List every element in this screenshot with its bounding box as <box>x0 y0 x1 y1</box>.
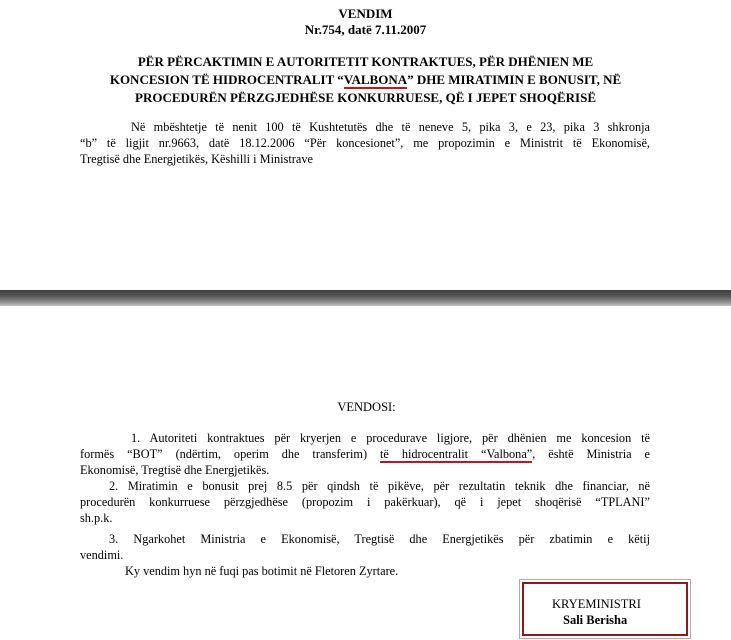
preamble <box>80 119 650 167</box>
decision-label: VENDOSI: <box>337 400 396 414</box>
point-1-line-3: Ekonomisë, Tregtisë dhe Energjetikës. <box>80 463 270 477</box>
point-1-line-2 <box>80 446 650 462</box>
point-1-line-2-pre: formës “BOT” (ndërtim, operim dhe transferim) <box>80 447 381 461</box>
heading-line-1: PËR PËRCAKTIMIN E AUTORITETIT KONTRAKTUES, PËR DHËNIEN ME <box>137 54 594 69</box>
preamble-line-1: Në mbështetje të nenit 100 të Kushtetutës dhe të neneve 5, pika 3, e 23, pika 3 shkronja <box>131 120 650 134</box>
point-1-line-1: 1. Autoriteti kontraktues për kryerjen e procedurave ligjore, për dhënien me koncesion të <box>131 431 650 445</box>
preamble-line-2: “b” të ligjit nr.9663, datë 18.12.2006 “Për koncesionet”, me propozimin e Ministrit të Ekonomisë, <box>80 136 650 150</box>
decision-body <box>80 430 650 579</box>
point-1-line-2-post: , është Ministria e <box>532 447 650 461</box>
point-2-line-3: sh.p.k. <box>80 511 113 525</box>
point-3-line-2: vendimi. <box>80 548 124 562</box>
heading-line-2-post: ” DHE MIRATIMIN E BONUSIT, NË <box>407 72 622 87</box>
closing-statement: Ky vendim hyn në fuqi pas botimit në Fletoren Zyrtare. <box>125 564 399 578</box>
point-2-line-1: 2. Miratimin e bonusit prej 8.5 për qindsh të pikëve, për rezultatin teknik dhe financiar, në <box>109 479 650 493</box>
decision-title: VENDIM <box>338 6 393 21</box>
signature-name: Sali Berisha <box>563 613 628 627</box>
preamble-line-3: Tregtisë dhe Energjetikës, Këshilli i Ministrave <box>80 152 313 166</box>
point-3-line-1: 3. Ngarkohet Ministria e Ekonomisë, Tregtisë dhe Energjetikës për zbatimin e këtij <box>109 532 650 546</box>
point-2-line-2: procedurën konkurruese përzgjedhëse (propozim i pakërkuar), që i jepet shoqërisë “TPLANI” <box>80 495 650 509</box>
decision-number: Nr.754, datë 7.11.2007 <box>304 22 427 37</box>
signature-box <box>522 582 688 636</box>
page-separator <box>0 290 731 306</box>
heading-line-2 <box>0 71 731 89</box>
heading-line-3: PROCEDURËN PËRZGJEDHËSE KONKURRUESE, QË I JEPET SHOQËRISË <box>135 90 596 105</box>
heading-valbona-highlight: VALBONA <box>343 72 408 87</box>
signature-title: KRYEMINISTRI <box>552 597 641 611</box>
heading-line-2-pre: KONCESION TË HIDROCENTRALIT “ <box>109 72 344 87</box>
valbona-highlight: të hidrocentralit “Valbona” <box>380 447 533 461</box>
